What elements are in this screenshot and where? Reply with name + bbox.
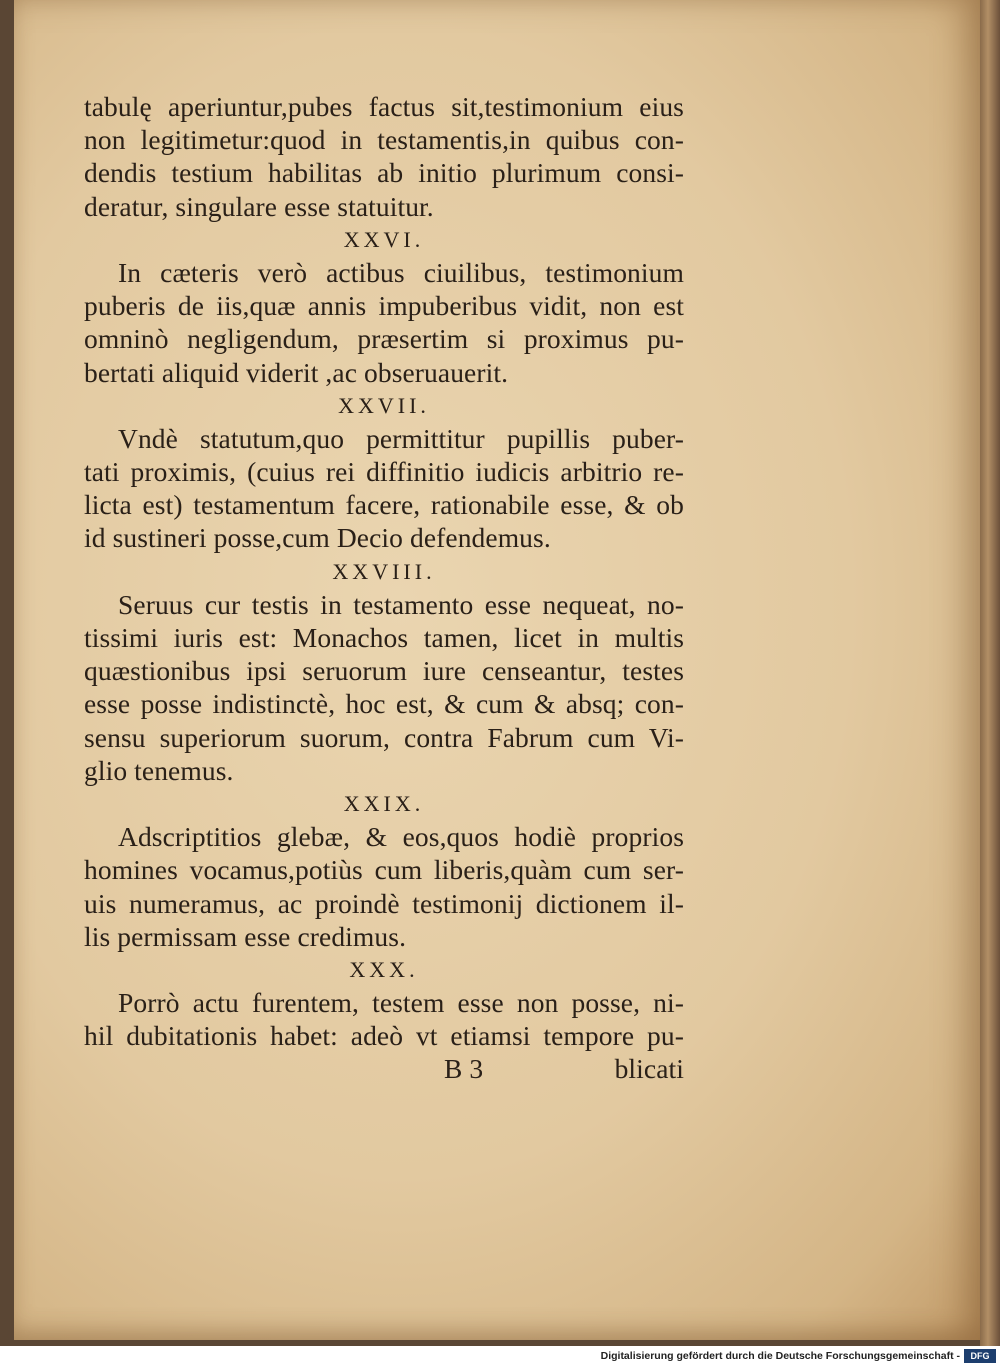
signature-mark: B 3 bbox=[444, 1053, 484, 1085]
section-number: XXX. bbox=[349, 956, 419, 982]
section-number: XXVII. bbox=[338, 392, 430, 418]
text-line: non legitimetur:quod in testamentis,in quibus con- bbox=[84, 124, 684, 156]
text-line: In cæteris verò actibus ciuilibus, testimonium bbox=[118, 256, 684, 288]
page-foot bbox=[84, 1052, 684, 1085]
text-line: Adscriptitios glebæ, & eos,quos hodiè proprios bbox=[118, 821, 684, 853]
text-line: Vndè statutum,quo permittitur pupillis puber- bbox=[118, 422, 684, 454]
text-line: glio tenemus. bbox=[84, 754, 234, 786]
text-line: sensu superiorum suorum, contra Fabrum cum Vi- bbox=[84, 721, 684, 753]
page-text bbox=[84, 90, 684, 1086]
text-line: dendis testium habilitas ab initio plurimum consi- bbox=[84, 157, 684, 189]
section-number: XXVI. bbox=[343, 226, 425, 252]
text-line: id sustineri posse,cum Decio defendemus. bbox=[84, 522, 551, 554]
text-line: tissimi iuris est: Monachos tamen, licet in multis bbox=[84, 622, 684, 653]
text-line: bertati aliquid viderit ,ac obseruauerit. bbox=[84, 356, 509, 388]
text-line: puberis de iis,quæ annis impuberibus vidit, non est bbox=[84, 290, 684, 322]
text-line: uis numeramus, ac proindè testimonij dictionem il- bbox=[84, 887, 684, 919]
dfg-logo: DFG bbox=[964, 1349, 996, 1363]
text-line: homines vocamus,potiùs cum liberis,quàm cum ser- bbox=[84, 854, 684, 886]
section-number: XXVIII. bbox=[332, 558, 436, 584]
book-page bbox=[14, 0, 983, 1340]
text-line: lis permissam esse credimus. bbox=[84, 920, 407, 952]
text-line: hil dubitationis habet: adeò vt etiamsi tempore pu- bbox=[84, 1020, 684, 1052]
section-number: XXIX. bbox=[343, 790, 425, 816]
page-edge bbox=[980, 0, 1000, 1346]
text-line: Porrò actu furentem, testem esse non posse, ni- bbox=[118, 987, 684, 1019]
text-line: licta est) testamentum facere, rationabile esse, & ob bbox=[84, 489, 684, 521]
text-line: quæstionibus ipsi seruorum iure censeantur, testes bbox=[84, 655, 684, 687]
text-line: Seruus cur testis in testamento esse nequeat, no- bbox=[118, 588, 684, 620]
text-line: tati proximis, (cuius rei diffinitio iudicis arbitrio re- bbox=[84, 456, 684, 488]
text-line: tabulę aperiuntur,pubes factus sit,testimonium eius bbox=[84, 91, 684, 122]
text-line: deratur, singulare esse statuitur. bbox=[84, 190, 434, 222]
text-line: esse posse indistinctè, hoc est, & cum & absq; con- bbox=[84, 688, 684, 720]
digitization-credit: Digitalisierung gefördert durch die Deutsche Forschungsgemeinschaft - bbox=[0, 1346, 1000, 1366]
catchword: blicati bbox=[614, 1053, 684, 1085]
text-line: omninò negligendum, præsertim si proximus pu- bbox=[84, 323, 684, 355]
